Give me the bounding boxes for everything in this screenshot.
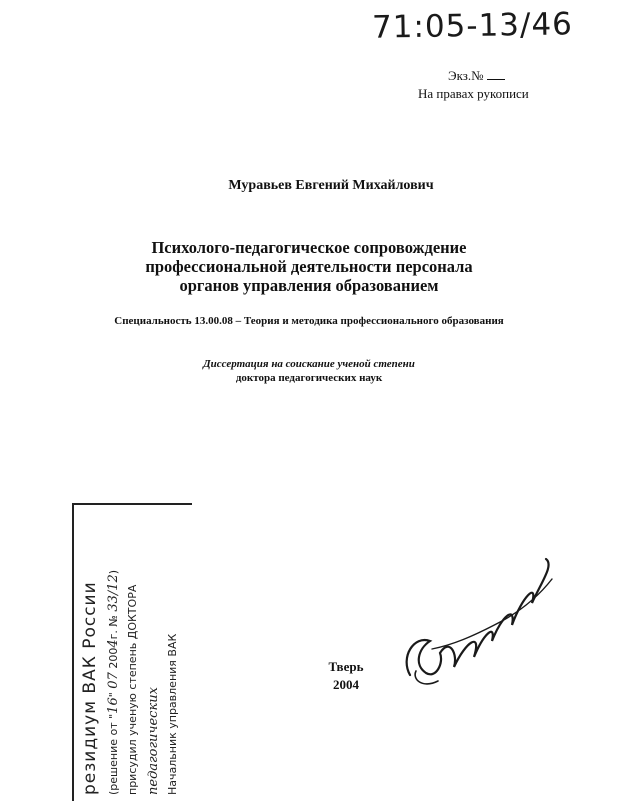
title-line-1: Психолого-педагогическое сопровождение [151,238,467,257]
title-line-2: профессиональной деятельности персонала [145,257,473,276]
stamp-field: педагогических [146,687,161,795]
stamp-number: 33/12 [106,574,121,612]
archive-code: 71:05-13/46 [371,6,574,46]
city: Тверь [328,659,364,674]
specialty: Специальность 13.00.08 – Теория и методика профессионального образования [114,315,504,327]
vak-stamp [8,495,179,795]
copy-number-blank [487,79,505,80]
stamp-line-2: (решение от "16" 07 2004г. № 33/12) [106,569,121,795]
author-name: Муравьев Евгений Михайлович [228,178,434,193]
year: 2004 [333,677,359,692]
degree-statement [0,357,618,385]
stamp-line-3: присудил ученую степень ДОКТОРА [126,584,139,795]
stamp-decision-prefix: (решение от " [107,713,120,795]
degree-line-2: доктора педагогических наук [235,372,383,384]
copy-number-label: Экз.№ [448,68,484,83]
dissertation-title [0,238,618,295]
stamp-year: 200 [107,647,120,669]
title-line-3: органов управления образованием [179,276,439,295]
stamp-line-4 [146,687,161,795]
stamp-month: 07 [106,672,121,689]
stamp-line-1: резидиум ВАК России [80,581,100,795]
degree-line-1: Диссертация на соискание ученой степени [203,358,415,370]
author-signature [392,545,562,705]
manuscript-rights: На правах рукописи [418,86,529,101]
stamp-day: 16 [106,697,121,714]
vak-stamp-content [8,495,179,795]
copy-number [448,68,505,84]
stamp-line-5: Начальник управления ВАК [166,633,179,795]
publication-place [320,658,372,694]
